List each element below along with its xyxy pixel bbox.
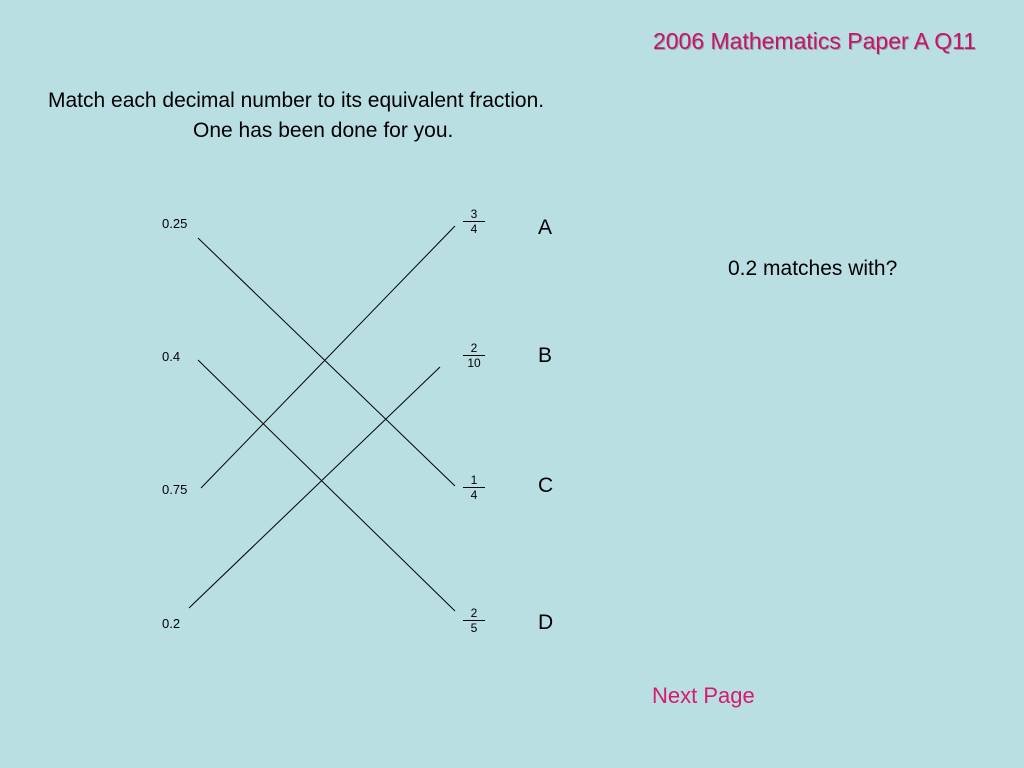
option-a[interactable]: A — [538, 216, 553, 239]
fraction-numerator: 1 — [463, 474, 485, 488]
option-c[interactable]: C — [538, 474, 554, 497]
fraction-denominator: 4 — [470, 488, 478, 502]
option-d[interactable]: D — [538, 611, 554, 634]
fraction-1-4 — [463, 474, 485, 501]
fraction-2-10 — [463, 342, 485, 369]
fraction-numerator: 3 — [463, 208, 485, 222]
decimal-0.4: 0.4 — [162, 349, 181, 364]
decimal-0.75: 0.75 — [162, 482, 188, 497]
fraction-numerator: 2 — [463, 607, 485, 621]
page-title: 2006 Mathematics Paper A Q11 — [652, 28, 976, 54]
match-line-0.2-to-2/10 — [189, 367, 440, 608]
question-prompt: 0.2 matches with? — [728, 257, 898, 280]
instruction-line-2: One has been done for you. — [193, 119, 454, 142]
match-line-0.4-to-2/5 — [198, 360, 455, 611]
match-line-0.25-to-1/4 — [198, 238, 455, 486]
decimal-0.2: 0.2 — [162, 616, 181, 631]
instruction-line-1: Match each decimal number to its equivalent fraction. — [48, 89, 545, 112]
fraction-numerator: 2 — [463, 342, 485, 356]
option-b[interactable]: B — [538, 344, 553, 367]
fraction-denominator: 4 — [470, 222, 478, 236]
decimal-0.25: 0.25 — [162, 216, 188, 231]
fraction-2-5 — [463, 607, 485, 634]
next-page-link[interactable]: Next Page — [652, 683, 755, 708]
fraction-denominator: 10 — [467, 356, 481, 370]
fraction-denominator: 5 — [470, 621, 478, 635]
fraction-3-4 — [463, 208, 485, 235]
